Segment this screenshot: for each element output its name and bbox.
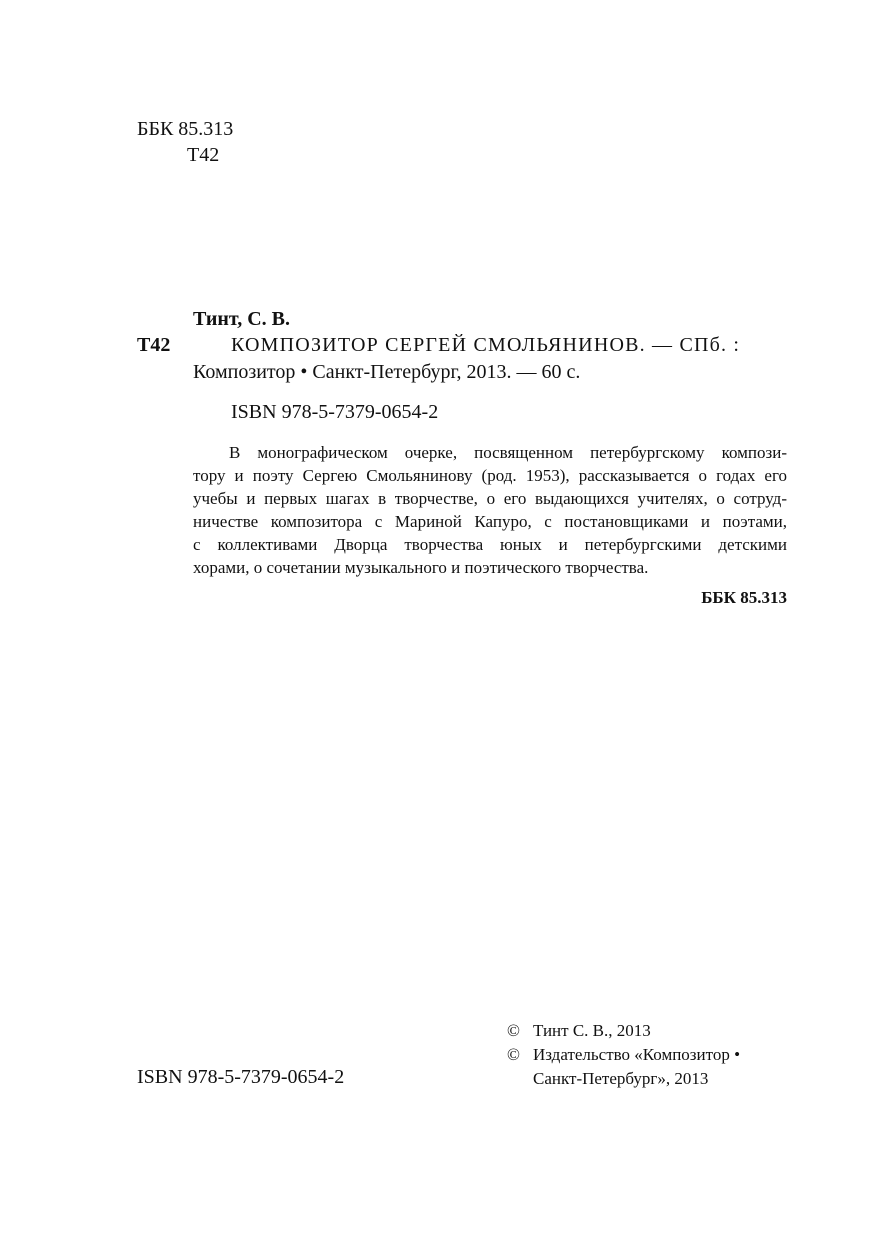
copyright-publisher-continued: Санкт-Петербург», 2013 xyxy=(533,1069,709,1088)
copyright-publisher-row xyxy=(507,1043,740,1067)
annotation-line: В монографическом очерке, посвященном петербургскому компози- xyxy=(229,443,787,462)
annotation-line: тору и поэту Сергею Смольянинову (род. 1953), рассказывается о годах его xyxy=(193,466,787,485)
copyright-block xyxy=(507,1019,740,1091)
entry-author-mark: Т42 xyxy=(137,334,171,356)
annotation-line: учебы и первых шагах в творчестве, о его выдающихся учителях, о сотруд- xyxy=(193,489,787,508)
entry-isbn: ISBN 978-5-7379-0654-2 xyxy=(231,401,439,423)
copyright-symbol: © xyxy=(507,1045,520,1064)
author-mark-top: Т42 xyxy=(187,144,220,166)
entry-imprint: Композитор • Санкт-Петербург, 2013. — 60 с. xyxy=(193,361,581,383)
entry-title: КОМПОЗИТОР СЕРГЕЙ СМОЛЬЯНИНОВ. — СПб. : xyxy=(231,334,741,356)
bbk-code-top: ББК 85.313 xyxy=(137,118,234,140)
copyright-author-row xyxy=(507,1019,740,1043)
copyright-author: Тинт С. В., 2013 xyxy=(533,1021,651,1040)
isbn-footer: ISBN 978-5-7379-0654-2 xyxy=(137,1066,345,1088)
annotation-paragraph xyxy=(193,441,787,579)
copyright-symbol: © xyxy=(507,1021,520,1040)
annotation-line: ничестве композитора с Мариной Капуро, с постановщиками и поэтами, xyxy=(193,512,787,531)
copyright-publisher-row-2 xyxy=(507,1067,740,1091)
annotation-line: с коллективами Дворца творчества юных и петербургскими детскими xyxy=(193,535,787,554)
copyright-publisher: Издательство «Композитор • xyxy=(533,1045,741,1064)
bbk-code-annotation: ББК 85.313 xyxy=(701,588,787,607)
entry-author: Тинт, С. В. xyxy=(193,308,290,330)
annotation-line: хорами, о сочетании музыкального и поэтического творчества. xyxy=(193,558,649,577)
